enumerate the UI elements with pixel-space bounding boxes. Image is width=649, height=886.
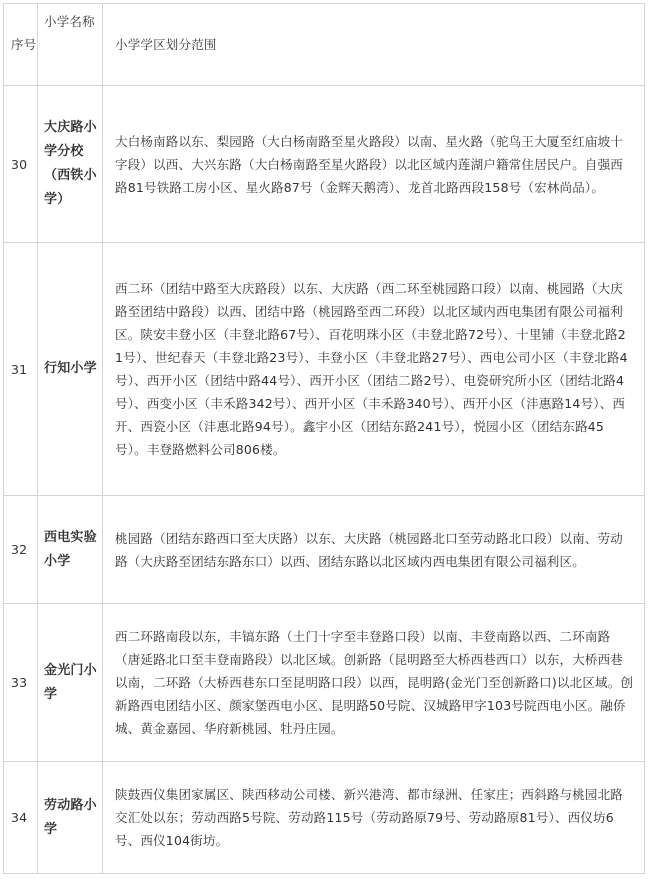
row-district-area: 大白杨南路以东、梨园路（大白杨南路至星火路段）以南、星火路（驼鸟王大厦至红庙坡十字段）以西、大兴东路（大白杨南路至星火路段）以北区域内莲湖户籍常住居民户。自强西路81号铁路工房小区、星火路87号（金辉天鹅湾）、龙首北路西段158号（宏林尚品）。 [103, 86, 645, 243]
table-header-row [4, 4, 645, 86]
row-district-area: 桃园路（团结东路西口至大庆路）以东、大庆路（桃园路北口至劳动路北口段）以南、劳动路（大庆路至团结东路东口）以西、团结东路以北区域内西电集团有限公司福利区。 [103, 496, 645, 604]
row-district-area: 西二环路南段以东，丰镐东路（土门十字至丰登路口段）以南、丰登南路以西、二环南路（唐延路北口至丰登南路段）以北区域。创新路（昆明路至大桥西巷西口）以东，大桥西巷以南，二环路（大桥西巷东口至昆明路口段）以西，昆明路(金光门至创新路口)以北区域。创新路西电团结小区、颜家堡西电小区、昆明路50号院、汉城路甲字103号院西电小区。融侨城、黄金嘉园、华府新桃园、牡丹庄园。 [103, 604, 645, 762]
row-school-name: 西电实验小学 [38, 496, 103, 604]
row-no: 31 [4, 243, 38, 496]
header-school-name: 小学名称 [38, 4, 103, 86]
header-district-area: 小学学区划分范围 [103, 4, 645, 86]
row-no: 32 [4, 496, 38, 604]
school-district-table [3, 3, 645, 874]
table-row [4, 243, 645, 496]
table-row [4, 604, 645, 762]
row-school-name: 大庆路小学分校（西铁小学） [38, 86, 103, 243]
row-no: 30 [4, 86, 38, 243]
header-no: 序号 [4, 4, 38, 86]
table-row [4, 496, 645, 604]
row-school-name: 金光门小学 [38, 604, 103, 762]
table-row [4, 86, 645, 243]
row-district-area: 陕鼓西仪集团家属区、陕西移动公司楼、新兴港湾、都市绿洲、任家庄；西斜路与桃园北路交汇处以东；劳动西路5号院、劳动路115号（劳动路原79号、劳动路原81号）、西仪坊6号、西仪104街坊。 [103, 762, 645, 874]
row-school-name: 劳动路小学 [38, 762, 103, 874]
row-district-area: 西二环（团结中路至大庆路段）以东、大庆路（西二环至桃园路口段）以南、桃园路（大庆路至团结中路段）以西、团结中路（桃园路至西二环段）以北区域内西电集团有限公司福利区。陕安丰登小区（丰登北路67号）、百花明珠小区（丰登北路72号）、十里铺（丰登北路21号）、世纪春天（丰登北路23号）、丰登小区（丰登北路27号）、西电公司小区（丰登北路4号）、西开小区（团结中路44号）、西开小区（团结二路2号）、电瓷研究所小区（团结北路4号）、西变小区（丰禾路342号）、西开小区（丰禾路340号）、西开小区（沣惠路14号）、西开、西瓷小区（沣惠北路94号）。鑫宇小区（团结东路241号），悦园小区（团结东路45号）。丰登路燃料公司806楼。 [103, 243, 645, 496]
row-school-name: 行知小学 [38, 243, 103, 496]
table-row [4, 762, 645, 874]
row-no: 33 [4, 604, 38, 762]
row-no: 34 [4, 762, 38, 874]
